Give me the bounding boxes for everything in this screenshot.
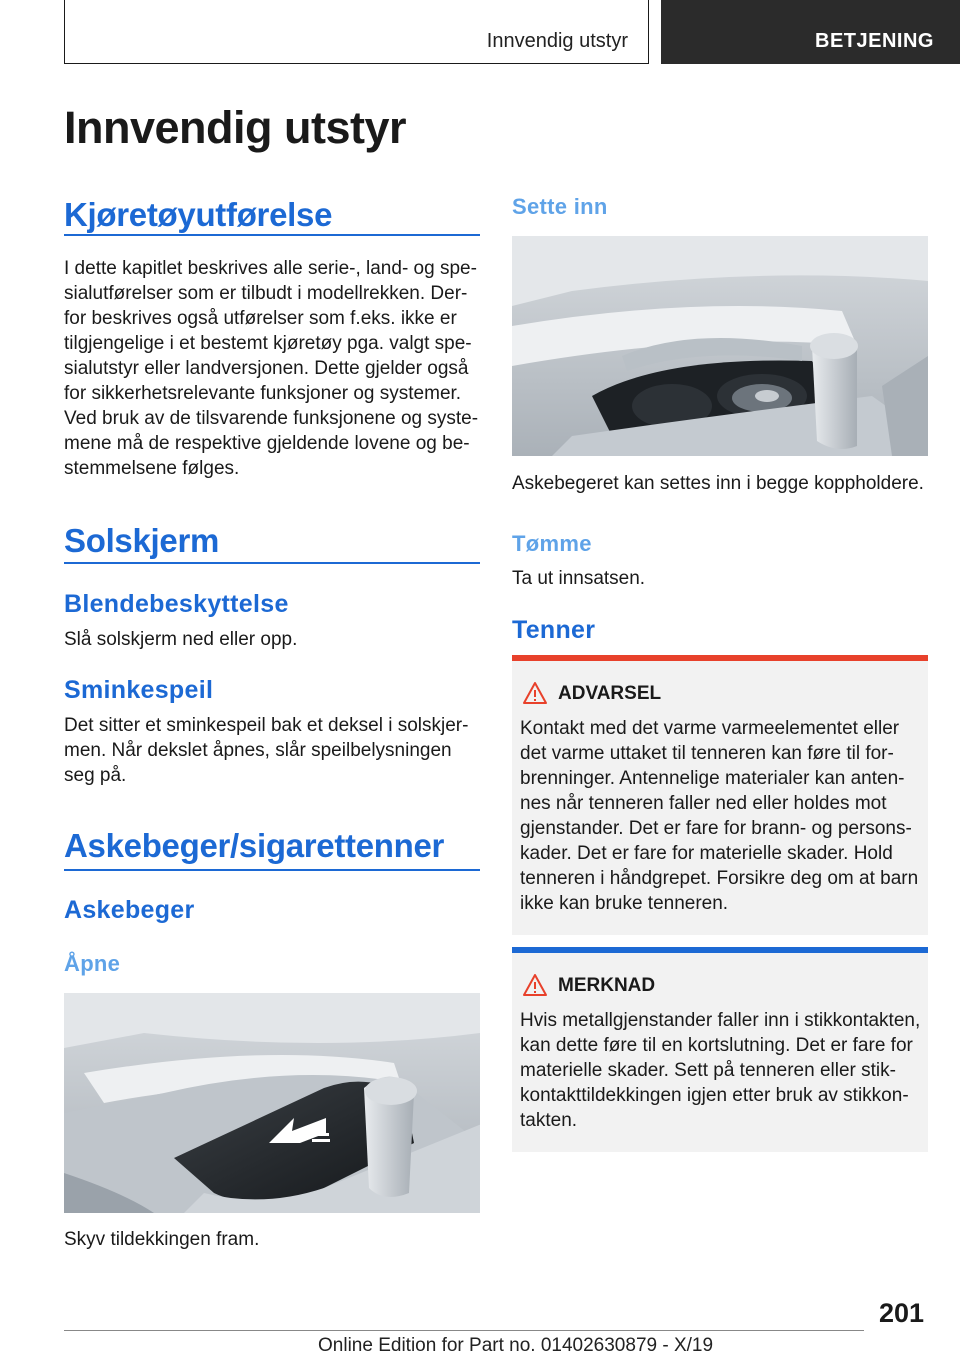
page-number: 201 (878, 1298, 924, 1328)
running-header-box (64, 0, 649, 64)
heading-askebeger: Askebeger (64, 896, 195, 924)
warning-box (512, 655, 928, 935)
note-box (512, 947, 928, 1152)
text-line: brenninger. Antennelige materialer kan anten‐ (520, 768, 905, 789)
warning-title: ADVARSEL (558, 683, 662, 704)
heading-rule (64, 234, 480, 236)
warning-bar (512, 655, 928, 661)
heading-blendebeskyttelse: Blendebeskyttelse (64, 590, 289, 618)
warning-triangle-icon (522, 681, 548, 705)
ashtray-insert-illustration (512, 236, 928, 456)
heading-tomme: Tømme (512, 531, 592, 556)
heading-askebeger-sigarettenner: Askebeger/sigarettenner (64, 827, 445, 864)
text-line: nes når tenneren faller ned eller holdes mot (520, 793, 887, 814)
caption-open: Skyv tildekkingen fram. (64, 1229, 260, 1250)
text-line: men. Når dekslet åpnes, slår speilbelysningen (64, 740, 452, 761)
warning-triangle-icon (522, 973, 548, 997)
caption-insert: Askebegeret kan settes inn i begge koppholdere. (512, 473, 924, 494)
text-line: for beskrives også utførelser som f.eks. ikke er (64, 308, 457, 329)
text-line: gjenstander. Det er fare for brann- og persons‐ (520, 818, 912, 839)
footer-rule (64, 1330, 864, 1331)
text-line: tilgjengelige i et bestemt kjøretøy pga. valgt spe‐ (64, 333, 472, 354)
heading-rule (64, 562, 480, 564)
text-line: Kontakt med det varme varmeelementet eller (520, 718, 900, 739)
heading-kjoretoyutforelse: Kjøretøyutførelse (64, 196, 333, 233)
text-line: for sikkerhetsrelevante funksjoner og systemer. (64, 383, 462, 404)
blende-text: Slå solskjerm ned eller opp. (64, 629, 298, 650)
text-line: Hvis metallgjenstander faller inn i stikkontakten, (520, 1010, 921, 1031)
footer-edition: Online Edition for Part no. 01402630879 - X/19 (318, 1335, 714, 1356)
text-line: mene må de respektive gjeldende lovene og be‐ (64, 433, 470, 454)
ashtray-open-illustration (64, 993, 480, 1213)
heading-sminkespeil: Sminkespeil (64, 676, 214, 704)
heading-tenner: Tenner (512, 616, 596, 644)
text-line: sialutstyr eller landversjonen. Dette gjelder også (64, 358, 469, 379)
text-line: det varme uttaket til tenneren kan føre til for‐ (520, 743, 894, 764)
heading-sette-inn: Sette inn (512, 194, 608, 219)
text-line: I dette kapitlet beskrives alle serie-, land- og spe‐ (64, 258, 477, 279)
text-line: seg på. (64, 765, 127, 786)
heading-apne: Åpne (64, 951, 121, 976)
text-line: kader. Det er fare for materielle skader. Hold (520, 843, 893, 864)
page-title: Innvendig utstyr (64, 102, 407, 153)
heading-rule (64, 869, 480, 871)
text-line: takten. (520, 1110, 578, 1131)
text-line: tenneren i håndgrepet. Forsikre deg om at barn (520, 868, 919, 889)
text-line: ikke kan bruke tenneren. (520, 893, 729, 914)
tomme-text: Ta ut innsatsen. (512, 568, 646, 589)
heading-solskjerm: Solskjerm (64, 522, 220, 559)
note-title: MERKNAD (558, 975, 656, 996)
text-line: sialutførelser som er tilbudt i modellrekken. Der‐ (64, 283, 468, 304)
text-line: stemmelsene følges. (64, 458, 240, 479)
text-line: Ved bruk av de tilsvarende funksjonene og syste‐ (64, 408, 479, 429)
text-line: Det sitter et sminkespeil bak et deksel i solskjer‐ (64, 715, 469, 736)
text-line: kan dette føre til en kortslutning. Det er fare for (520, 1035, 913, 1056)
text-line: kontakttildekkingen igjen etter bruk av stikkon‐ (520, 1085, 909, 1106)
text-line: materielle skader. Sett på tenneren eller stik‐ (520, 1060, 896, 1081)
running-header-section: Innvendig utstyr (486, 30, 628, 52)
note-bar (512, 947, 928, 953)
running-header-chapter: BETJENING (661, 0, 960, 64)
